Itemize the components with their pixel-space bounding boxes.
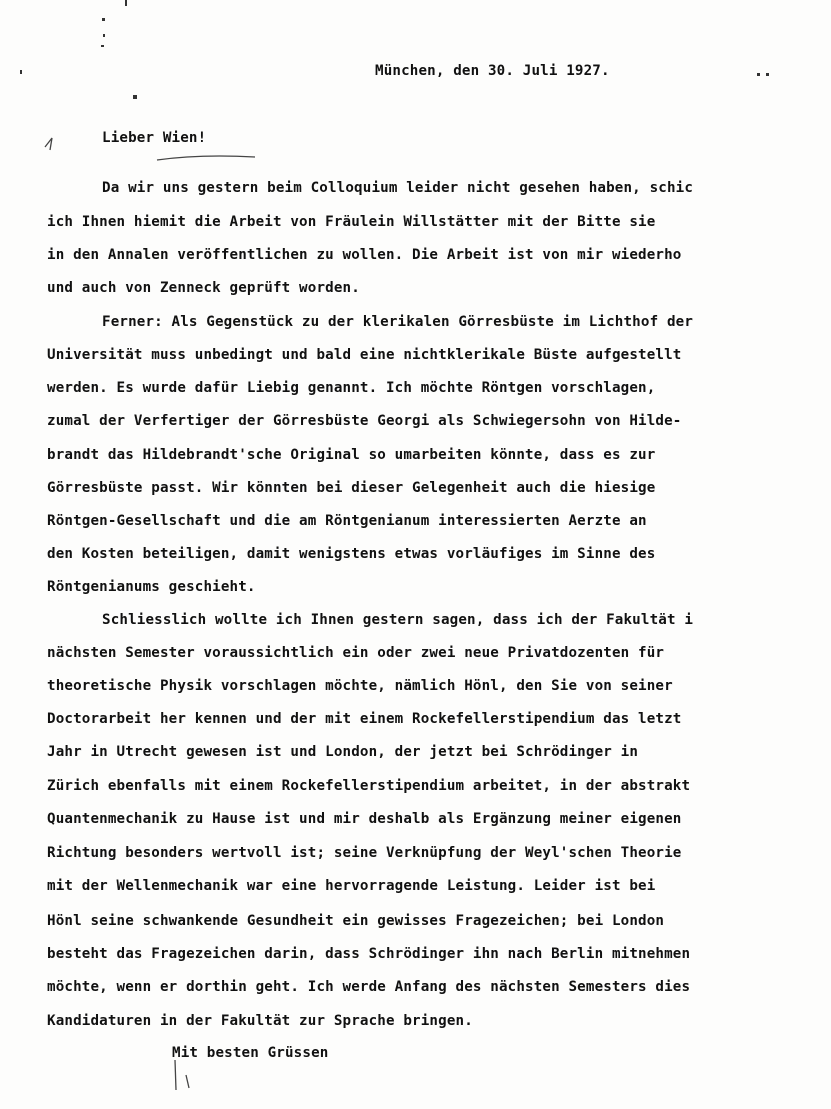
body-line: theoretische Physik vorschlagen möchte, nämlich Hönl, den Sie von seiner [47, 678, 673, 694]
body-line: Görresbüste passt. Wir könnten bei dieser Gelegenheit auch die hiesige [47, 480, 656, 496]
body-line: mit der Wellenmechanik war eine hervorragende Leistung. Leider ist bei [47, 878, 656, 894]
body-line: Jahr in Utrecht gewesen ist und London, der jetzt bei Schrödinger in [47, 744, 639, 760]
body-line: Quantenmechanik zu Hause ist und mir deshalb als Ergänzung meiner eigenen [47, 811, 682, 827]
body-line: Zürich ebenfalls mit einem Rockefellerstipendium arbeitet, in der abstrakt [47, 778, 691, 794]
body-line: und auch von Zenneck geprüft worden. [47, 280, 360, 296]
body-line: Hönl seine schwankende Gesundheit ein gewisses Fragezeichen; bei London [47, 913, 665, 929]
closing: Mit besten Grüssen [172, 1045, 329, 1061]
body-line: Richtung besonders wertvoll ist; seine Verknüpfung der Weyl'schen Theorie [47, 845, 682, 861]
body-line: nächsten Semester voraussichtlich ein oder zwei neue Privatdozenten für [47, 645, 665, 661]
body-line: zumal der Verfertiger der Görresbüste Georgi als Schwiegersohn von Hilde- [47, 413, 682, 429]
body-line: Ferner: Als Gegenstück zu der klerikalen Görresbüste im Lichthof der [102, 314, 694, 330]
body-line: Da wir uns gestern beim Colloquium leider nicht gesehen haben, schic [102, 180, 694, 196]
body-line: ich Ihnen hiemit die Arbeit von Fräulein Willstätter mit der Bitte sie [47, 214, 656, 230]
body-line: Röntgen-Gesellschaft und die am Röntgenianum interessierten Aerzte an [47, 513, 647, 529]
body-line: Schliesslich wollte ich Ihnen gestern sagen, dass ich der Fakultät i [102, 612, 694, 628]
body-line: in den Annalen veröffentlichen zu wollen. Die Arbeit ist von mir wiederho [47, 247, 682, 263]
salutation: Lieber Wien! [102, 130, 207, 146]
body-line: Universität muss unbedingt und bald eine nichtklerikale Büste aufgestellt [47, 347, 682, 363]
body-line: brandt das Hildebrandt'sche Original so umarbeiten könnte, dass es zur [47, 447, 656, 463]
body-line: möchte, wenn er dorthin geht. Ich werde Anfang des nächsten Semesters dies [47, 979, 691, 995]
body-line: werden. Es wurde dafür Liebig genannt. Ich möchte Röntgen vorschlagen, [47, 380, 656, 396]
body-line: den Kosten beteiligen, damit wenigstens etwas vorläufiges im Sinne des [47, 546, 656, 562]
body-line: Kandidaturen in der Fakultät zur Sprache bringen. [47, 1013, 473, 1029]
body-line: Röntgenianums geschieht. [47, 579, 256, 595]
body-line: Doctorarbeit her kennen und der mit einem Rockefellerstipendium das letzt [47, 711, 682, 727]
dateline: München, den 30. Juli 1927. [375, 63, 610, 79]
body-line: besteht das Fragezeichen darin, dass Schrödinger ihn nach Berlin mitnehmen [47, 946, 691, 962]
